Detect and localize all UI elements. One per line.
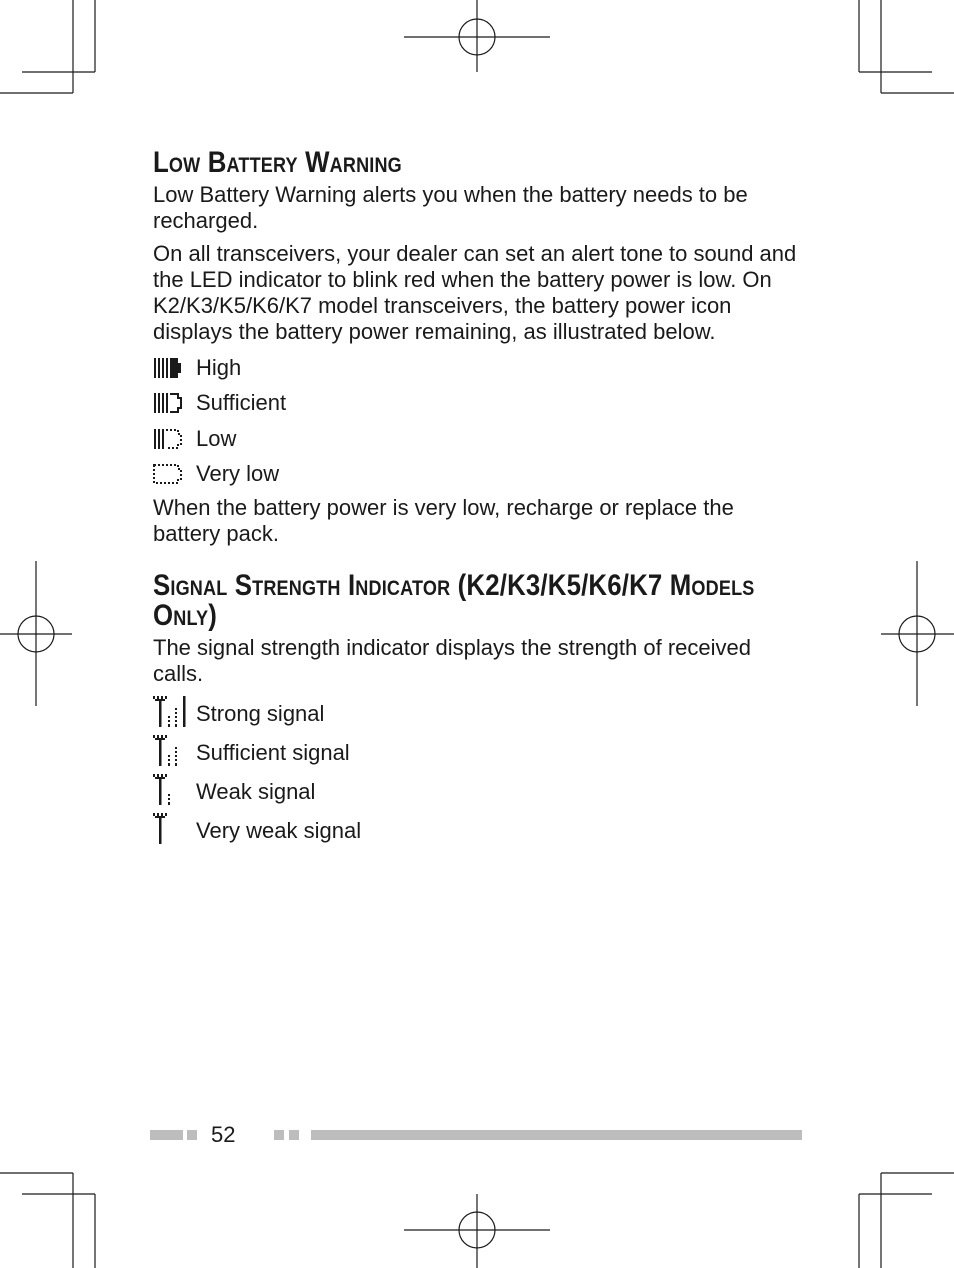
signal-weak-icon [153, 772, 196, 811]
list-item [153, 811, 803, 850]
page-footer [0, 1120, 954, 1150]
heading-line-1: Signal Strength Indicator (K2/K3/K5/K6/K7 Models [153, 569, 755, 602]
battery-level-label: Low [196, 425, 237, 451]
footer-bar-segment [187, 1130, 197, 1140]
footer-bar-segment [150, 1130, 183, 1140]
signal-level-list [153, 694, 803, 850]
signal-level-label: Weak signal [196, 778, 316, 804]
list-item [153, 694, 803, 733]
battery-level-label: High [196, 354, 242, 380]
signal-strength-intro: The signal strength indicator displays the strength of received calls. [153, 635, 751, 686]
list-item [153, 386, 803, 422]
battery-high-icon [153, 357, 196, 379]
battery-level-label: Very low [196, 461, 280, 487]
battery-low-icon [153, 428, 196, 450]
list-item [153, 350, 803, 386]
battery-sufficient-icon [153, 392, 196, 414]
battery-very-low-icon [153, 463, 196, 485]
footer-bar-segment [311, 1130, 802, 1140]
list-item [153, 772, 803, 811]
heading-line-2: Only) [153, 599, 217, 632]
list-item [153, 733, 803, 772]
list-item [153, 457, 803, 493]
page-content [153, 148, 803, 850]
signal-level-label: Very weak signal [196, 817, 362, 843]
signal-strong-icon [153, 694, 196, 733]
battery-level-label: Sufficient [196, 390, 287, 416]
battery-level-list [153, 350, 803, 492]
page-number: 52 [211, 1122, 236, 1147]
signal-level-label: Sufficient signal [196, 739, 350, 765]
section-heading-signal-strength [153, 569, 755, 632]
list-item [153, 421, 803, 457]
signal-sufficient-icon [153, 733, 196, 772]
footer-bar-segment [289, 1130, 299, 1140]
low-battery-closing: When the battery power is very low, recharge or replace the battery pack. [153, 495, 734, 546]
signal-very-weak-icon [153, 811, 196, 850]
low-battery-details: On all transceivers, your dealer can set an alert tone to sound and the LED indicator to blink red when the battery power is low. On K2/K3/K5/K6/K7 model transceivers, the battery power icon displays the battery power remaining, as illustrated below. [153, 241, 797, 344]
signal-level-label: Strong signal [196, 700, 325, 726]
section-heading-low-battery: Low Battery Warning [153, 146, 402, 179]
footer-bar-segment [274, 1130, 284, 1140]
low-battery-intro: Low Battery Warning alerts you when the battery needs to be recharged. [153, 182, 748, 233]
